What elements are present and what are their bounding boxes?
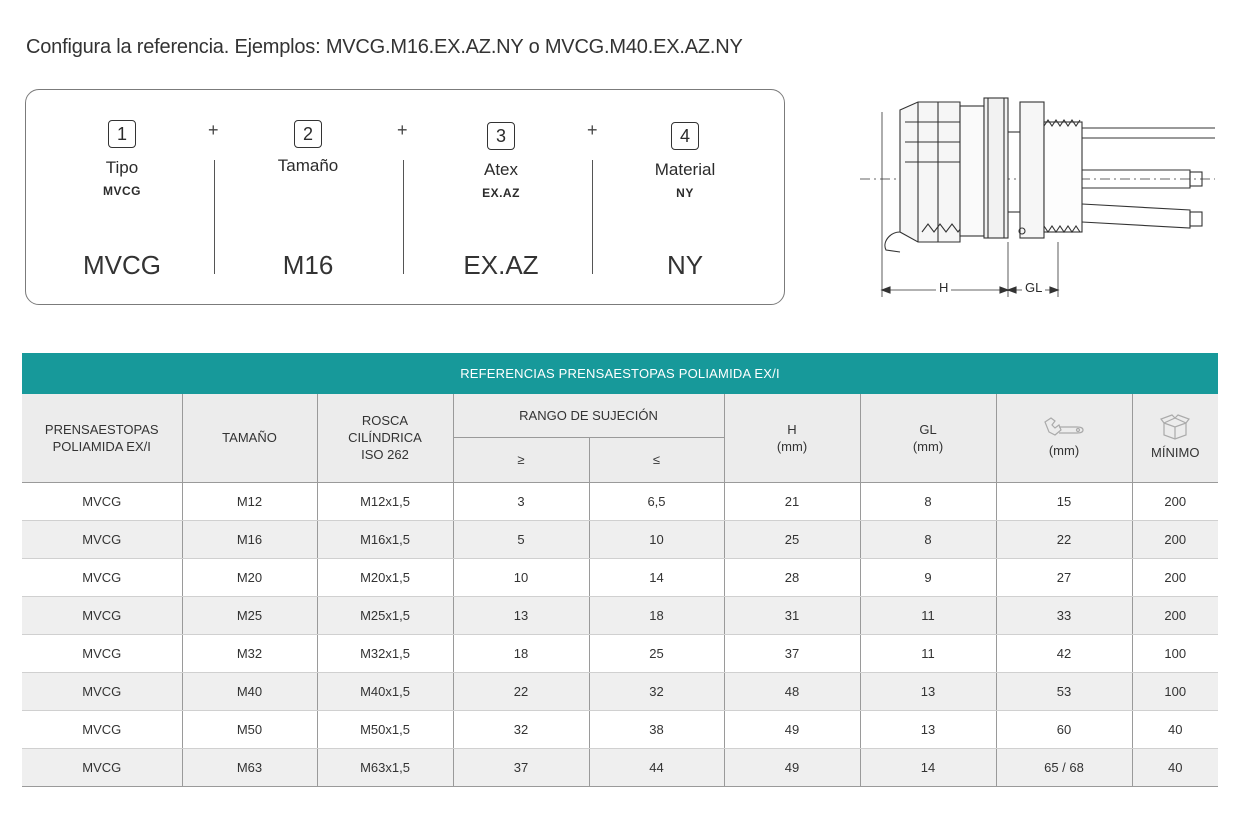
cell-type: MVCG [22,672,182,710]
config-label: Material [654,160,716,179]
cell-range-min: 13 [453,596,589,634]
cell-range-min: 32 [453,710,589,748]
table-row [22,558,1218,596]
header-text: GL [919,421,937,437]
config-label: Tamaño [277,156,339,175]
header-text: (mm) [1048,443,1080,459]
table-row [22,596,1218,634]
cell-range-max: 6,5 [589,482,724,520]
cell-gl: 11 [860,634,996,672]
cell-size: M63 [182,748,317,786]
header-text: (mm) [912,438,944,454]
step-number: 4 [671,122,699,150]
cell-range-max: 10 [589,520,724,558]
cell-wrench: 65 / 68 [996,748,1132,786]
cell-range-min: 37 [453,748,589,786]
table-title: REFERENCIAS PRENSAESTOPAS POLIAMIDA EX/I [22,353,1218,394]
table-row [22,672,1218,710]
header-text: CILÍNDRICA [348,430,422,446]
table-row [22,520,1218,558]
header-gl [860,394,996,482]
cell-minimum: 40 [1132,748,1218,786]
cell-gl: 11 [860,596,996,634]
config-sub: MVCG [103,184,141,198]
cell-minimum: 200 [1132,596,1218,634]
cell-size: M20 [182,558,317,596]
step-number: 1 [108,120,136,148]
cell-h: 31 [724,596,860,634]
column-divider [592,160,593,274]
cell-h: 49 [724,748,860,786]
cell-wrench: 27 [996,558,1132,596]
cell-minimum: 200 [1132,558,1218,596]
cell-wrench: 60 [996,710,1132,748]
cell-h: 49 [724,710,860,748]
header-rango-min: ≥ [453,437,589,482]
header-wrench [996,394,1132,482]
cell-range-max: 44 [589,748,724,786]
cell-range-min: 18 [453,634,589,672]
step-number: 2 [294,120,322,148]
cell-range-min: 5 [453,520,589,558]
header-text: ISO 262 [361,447,409,463]
cell-type: MVCG [22,710,182,748]
cell-wrench: 53 [996,672,1132,710]
cell-type: MVCG [22,596,182,634]
header-rango: RANGO DE SUJECIÓN [453,394,724,437]
config-value[interactable]: MVCG [83,250,161,280]
cell-minimum: 200 [1132,520,1218,558]
cell-thread: M40x1,5 [317,672,453,710]
header-text: MÍNIMO [1151,445,1200,461]
plus-sign: + [397,120,408,140]
dimension-label-h: H [936,280,951,295]
plus-sign: + [587,120,598,140]
config-column-atex [411,90,591,280]
cell-h: 25 [724,520,860,558]
config-column-material [595,90,775,280]
cell-type: MVCG [22,748,182,786]
cell-gl: 14 [860,748,996,786]
cell-size: M25 [182,596,317,634]
cell-h: 21 [724,482,860,520]
cell-size: M32 [182,634,317,672]
header-prensaestopas [22,394,182,482]
cell-thread: M32x1,5 [317,634,453,672]
header-rango-max: ≤ [589,437,724,482]
cell-type: MVCG [22,634,182,672]
header-text: (mm) [776,438,808,454]
cell-range-min: 22 [453,672,589,710]
cable-gland-icon [860,92,1220,307]
cell-range-min: 10 [453,558,589,596]
data-table [22,394,1218,787]
cell-minimum: 100 [1132,672,1218,710]
cell-wrench: 33 [996,596,1132,634]
header-text: POLIAMIDA EX/I [52,438,151,454]
cell-minimum: 100 [1132,634,1218,672]
cell-thread: M20x1,5 [317,558,453,596]
cell-thread: M12x1,5 [317,482,453,520]
table-row [22,634,1218,672]
cable-gland-drawing [860,92,1220,307]
cell-h: 48 [724,672,860,710]
table-row [22,710,1218,748]
wrench-icon [1041,416,1087,438]
cell-range-max: 14 [589,558,724,596]
column-divider [403,160,404,274]
box-icon [1160,414,1190,440]
config-label: Tipo [105,158,139,177]
cell-minimum: 40 [1132,710,1218,748]
table-row [22,482,1218,520]
step-number: 3 [487,122,515,150]
config-sub [218,182,398,197]
table-body [22,482,1218,786]
cell-gl: 13 [860,672,996,710]
config-value[interactable]: EX.AZ [463,250,539,280]
cell-type: MVCG [22,482,182,520]
cell-gl: 13 [860,710,996,748]
references-table [22,353,1218,787]
cell-wrench: 22 [996,520,1132,558]
cell-range-max: 18 [589,596,724,634]
cell-h: 37 [724,634,860,672]
header-text: ROSCA [361,413,409,429]
cell-gl: 9 [860,558,996,596]
cell-gl: 8 [860,482,996,520]
cell-type: MVCG [22,520,182,558]
cell-type: MVCG [22,558,182,596]
header-rosca [317,394,453,482]
cell-thread: M16x1,5 [317,520,453,558]
cell-thread: M50x1,5 [317,710,453,748]
cell-gl: 8 [860,520,996,558]
header-h [724,394,860,482]
plus-sign: + [208,120,219,140]
cell-size: M50 [182,710,317,748]
cell-range-min: 3 [453,482,589,520]
page-title: Configura la referencia. Ejemplos: MVCG.M16.EX.AZ.NY o MVCG.M40.EX.AZ.NY [26,36,743,58]
cell-thread: M63x1,5 [317,748,453,786]
cell-h: 28 [724,558,860,596]
config-sub: NY [676,186,694,200]
config-label: Atex [483,160,519,179]
config-value[interactable]: M16 [282,250,334,280]
config-sub: EX.AZ [482,186,520,200]
cell-minimum: 200 [1132,482,1218,520]
header-tamano: TAMAÑO [182,394,317,482]
cell-wrench: 42 [996,634,1132,672]
cell-range-max: 32 [589,672,724,710]
cell-size: M12 [182,482,317,520]
header-text: PRENSAESTOPAS [44,421,159,437]
reference-configurator [25,89,785,305]
cell-range-max: 38 [589,710,724,748]
config-value[interactable]: NY [666,250,704,280]
column-divider [214,160,215,274]
header-minimo [1132,394,1218,482]
config-column-tamano [218,90,398,280]
cell-thread: M25x1,5 [317,596,453,634]
dimension-label-gl: GL [1022,280,1045,295]
cell-range-max: 25 [589,634,724,672]
cell-size: M16 [182,520,317,558]
cell-wrench: 15 [996,482,1132,520]
cell-size: M40 [182,672,317,710]
config-column-tipo [32,90,212,280]
table-row [22,748,1218,786]
header-text: H [787,421,797,437]
